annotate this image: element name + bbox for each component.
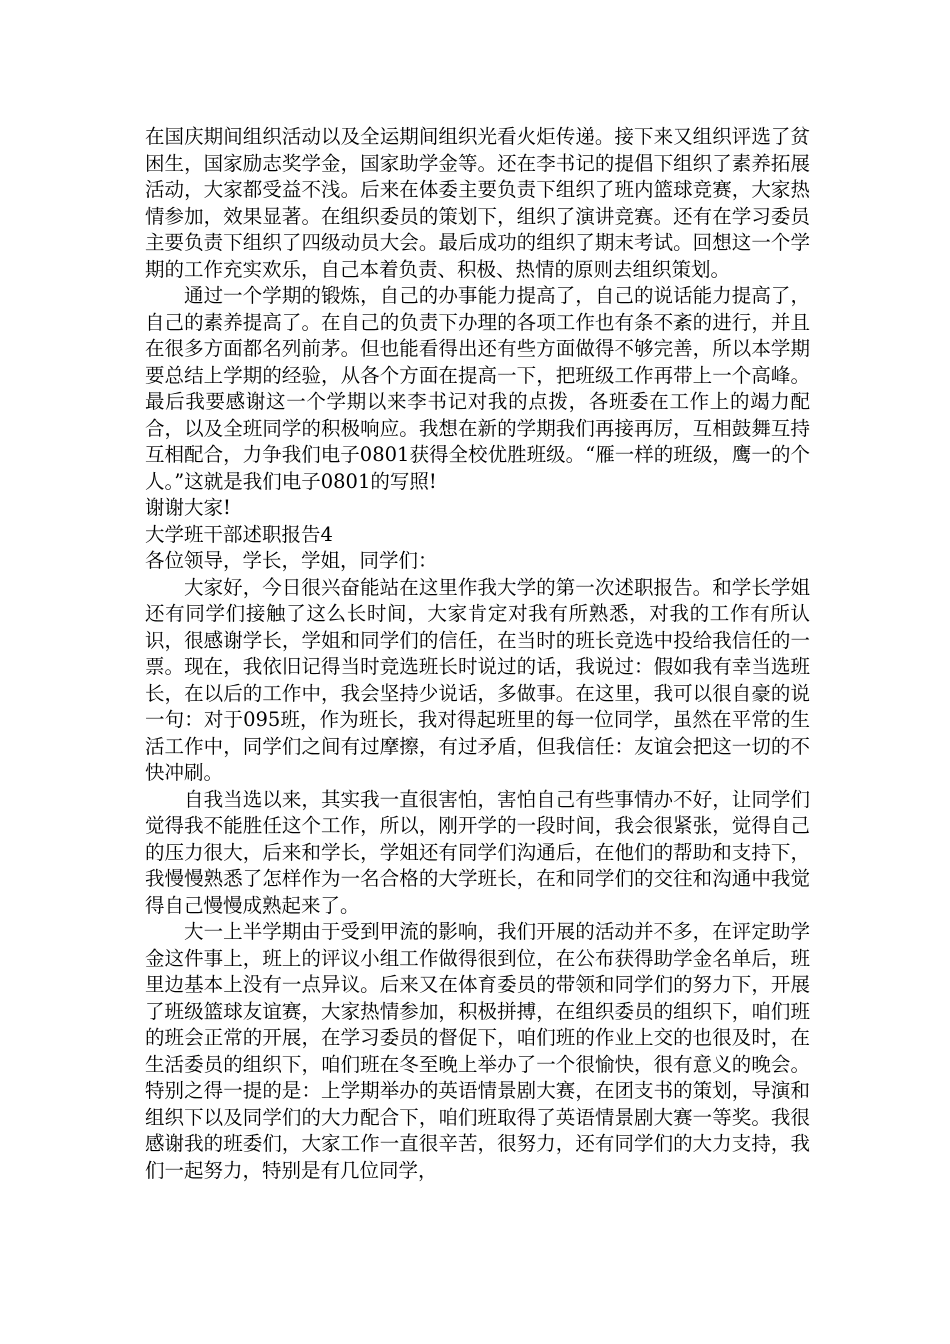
paragraph-semester-reflection: 通过一个学期的锻炼，自己的办事能力提高了，自己的说话能力提高了，自己的素养提高了。在自己的负责下办理的各项工作也有条不紊的进行，并且在很多方面都名列前茅。但也能看得出还有些方面做得不够完善，所以本学期要总结上学期的经验，从各个方面在提高一下，把班级工作再带上一个高峰。最后我要感谢这一个学期以来李书记对我的点拨，各班委在工作上的竭力配合，以及全班同学的积极响应。我想在新的学期我们再接再厉，互相鼓舞互持互相配合，力争我们电子0801获得全校优胜班级。“雁一样的班级，鹰一的个人。”这就是我们电子0801的写照! [145,284,810,493]
paragraph-first-semester: 大一上半学期由于受到甲流的影响，我们开展的活动并不多，在评定助学金这件事上，班上的评议小组工作做得很到位，在公布获得助学金名单后，班里边基本上没有一点异议。后来又在体育委员的带领和同学们的努力下，开展了班级篮球友谊赛，大家热情参加，积极拼搏，在组织委员的组织下，咱们班的班会正常的开展，在学习委员的督促下，咱们班的作业上交的也很及时，在生活委员的组织下，咱们班在冬至晚上举办了一个很愉快，很有意义的晚会。特别之得一提的是：上学期举办的英语情景剧大赛，在团支书的策划，导演和组织下以及同学们的大力配合下，咱们班取得了英语情景剧大赛一等奖。我很感谢我的班委们，大家工作一直很辛苦，很努力，还有同学们的大力支持，我们一起努力，特别是有几位同学， [145,920,810,1182]
salutation: 各位领导，学长，学姐，同学们： [145,549,438,572]
section-heading: 大学班干部述职报告4 [145,522,333,546]
paragraph-thanks: 谢谢大家! [145,496,231,519]
paragraph-greeting: 大家好，今日很兴奋能站在这里作我大学的第一次述职报告。和学长学姐还有同学们接触了这么长时间，大家肯定对我有所熟悉，对我的工作有所认识，很感谢学长，学姐和同学们的信任，在当时的班长竞选中投给我信任的一票。现在，我依旧记得当时竞选班长时说过的话，我说过：假如我有幸当选班长，在以后的工作中，我会坚持少说话，多做事。在这里，我可以很自豪的说一句：对于095班，作为班长，我对得起班里的每一位同学，虽然在平常的生活工作中，同学们之间有过摩擦，有过矛盾，但我信任：友谊会把这一切的不快冲刷。 [145,575,810,784]
paragraph-since-elected: 自我当选以来，其实我一直很害怕，害怕自己有些事情办不好，让同学们觉得我不能胜任这个工作，所以，刚开学的一段时间，我会很紧张，觉得自己的压力很大，后来和学长，学姐还有同学们沟通后，在他们的帮助和支持下，我慢慢熟悉了怎样作为一名合格的大学班长，在和同学们的交往和沟通中我觉得自己慢慢成熟起来了。 [145,787,810,917]
document-page [145,124,810,1184]
paragraph-activities-summary: 在国庆期间组织活动以及全运期间组织光看火炬传递。接下来又组织评选了贫困生，国家励志奖学金，国家助学金等。还在李书记的提倡下组织了素养拓展活动，大家都受益不浅。后来在体委主要负责下组织了班内篮球竞赛，大家热情参加，效果显著。在组织委员的策划下，组织了演讲竞赛。还有在学习委员主要负责下组织了四级动员大会。最后成功的组织了期末考试。回想这一个学期的工作充实欢乐，自己本着负责、积极、热情的原则去组织策划。 [145,125,810,281]
